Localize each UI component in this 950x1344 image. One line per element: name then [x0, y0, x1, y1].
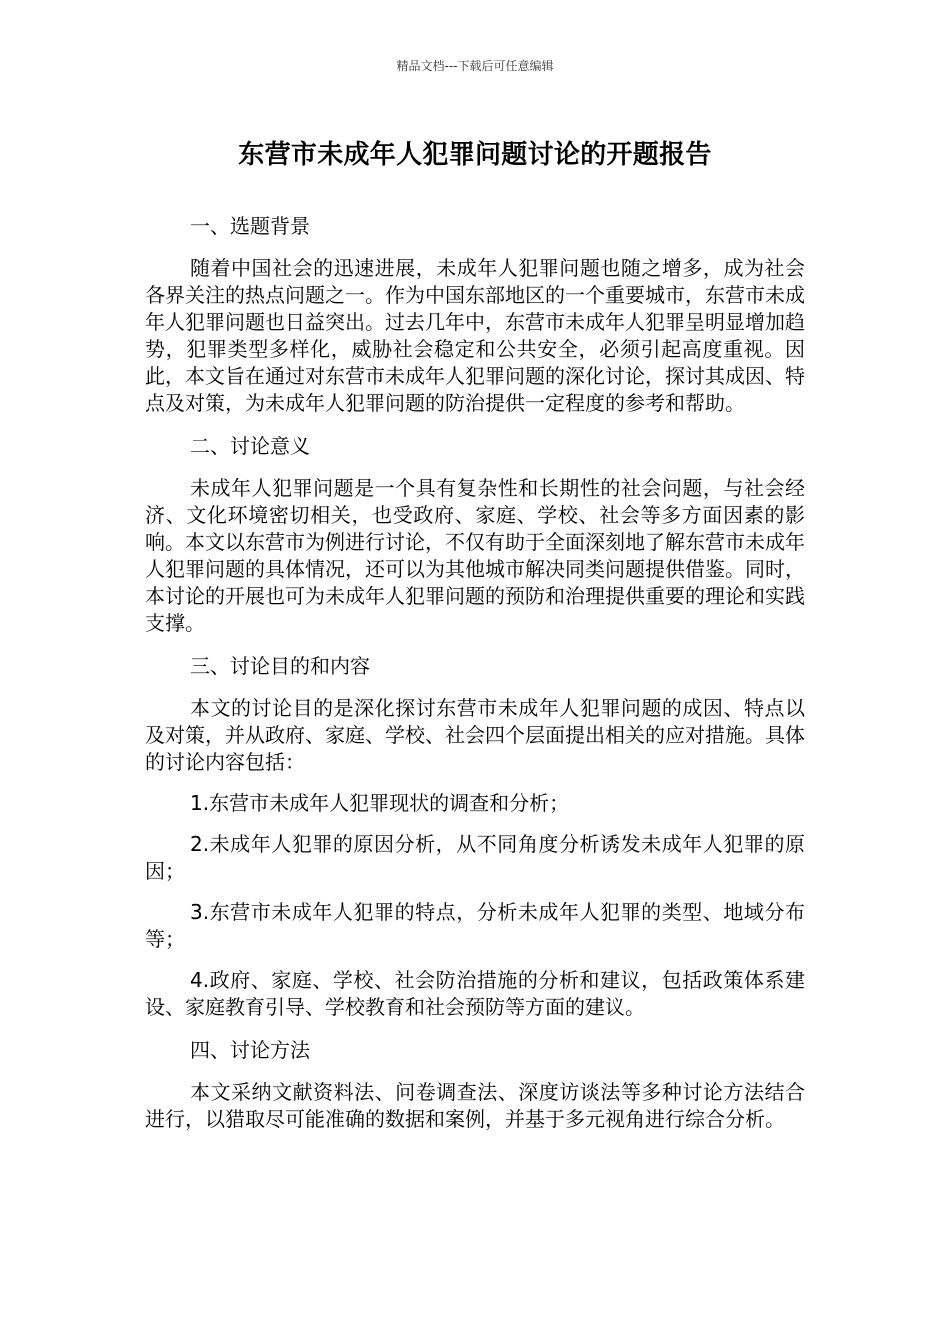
- paragraph-methods: 本文采纳文献资料法、问卷调查法、深度访谈法等多种讨论方法结合进行，以猎取尽可能准确的数据和案例，并基于多元视角进行综合分析。: [145, 1080, 805, 1131]
- paragraph-background: 随着中国社会的迅速进展，未成年人犯罪问题也随之增多，成为社会各界关注的热点问题之一。作为中国东部地区的一个重要城市，东营市未成年人犯罪问题也日益突出。过去几年中，东营市未成年人犯罪呈明显增加趋势，犯罪类型多样化，威胁社会稳定和公共安全，必须引起高度重视。因此，本文旨在通过对东营市未成年人犯罪问题的深化讨论，探讨其成因、特点及对策，为未成年人犯罪问题的防治提供一定程度的参考和帮助。: [145, 256, 805, 415]
- section-heading-background: 一、选题背景: [190, 214, 310, 238]
- list-item-content-2: 2.未成年人犯罪的原因分析，从不同角度分析诱发未成年人犯罪的原因；: [145, 832, 805, 883]
- list-item-content-4: 4.政府、家庭、学校、社会防治措施的分析和建议，包括政策体系建设、家庭教育引导、学校教育和社会预防等方面的建议。: [145, 968, 805, 1019]
- section-heading-methods: 四、讨论方法: [190, 1038, 310, 1062]
- paragraph-significance: 未成年人犯罪问题是一个具有复杂性和长期性的社会问题，与社会经济、文化环境密切相关，也受政府、家庭、学校、社会等多方面因素的影响。本文以东营市为例进行讨论，不仅有助于全面深刻地了解东营市未成年人犯罪问题的具体情况，还可以为其他城市解决同类问题提供借鉴。同时，本讨论的开展也可为未成年人犯罪问题的预防和治理提供重要的理论和实践支撑。: [145, 476, 805, 635]
- document-title: 东营市未成年人犯罪问题讨论的开题报告: [238, 140, 712, 170]
- paragraph-purpose-intro: 本文的讨论目的是深化探讨东营市未成年人犯罪问题的成因、特点以及对策，并从政府、家庭、学校、社会四个层面提出相关的应对措施。具体的讨论内容包括：: [145, 696, 805, 774]
- page-header: 精品文档---下载后可任意编辑: [396, 59, 554, 73]
- document-body: [145, 211, 805, 1147]
- list-item-content-1: 1.东营市未成年人犯罪现状的调查和分析；: [190, 791, 570, 815]
- section-heading-significance: 二、讨论意义: [190, 434, 310, 458]
- list-item-content-3: 3.东营市未成年人犯罪的特点，分析未成年人犯罪的类型、地域分布等；: [145, 900, 805, 951]
- section-heading-purpose-content: 三、讨论目的和内容: [190, 654, 370, 678]
